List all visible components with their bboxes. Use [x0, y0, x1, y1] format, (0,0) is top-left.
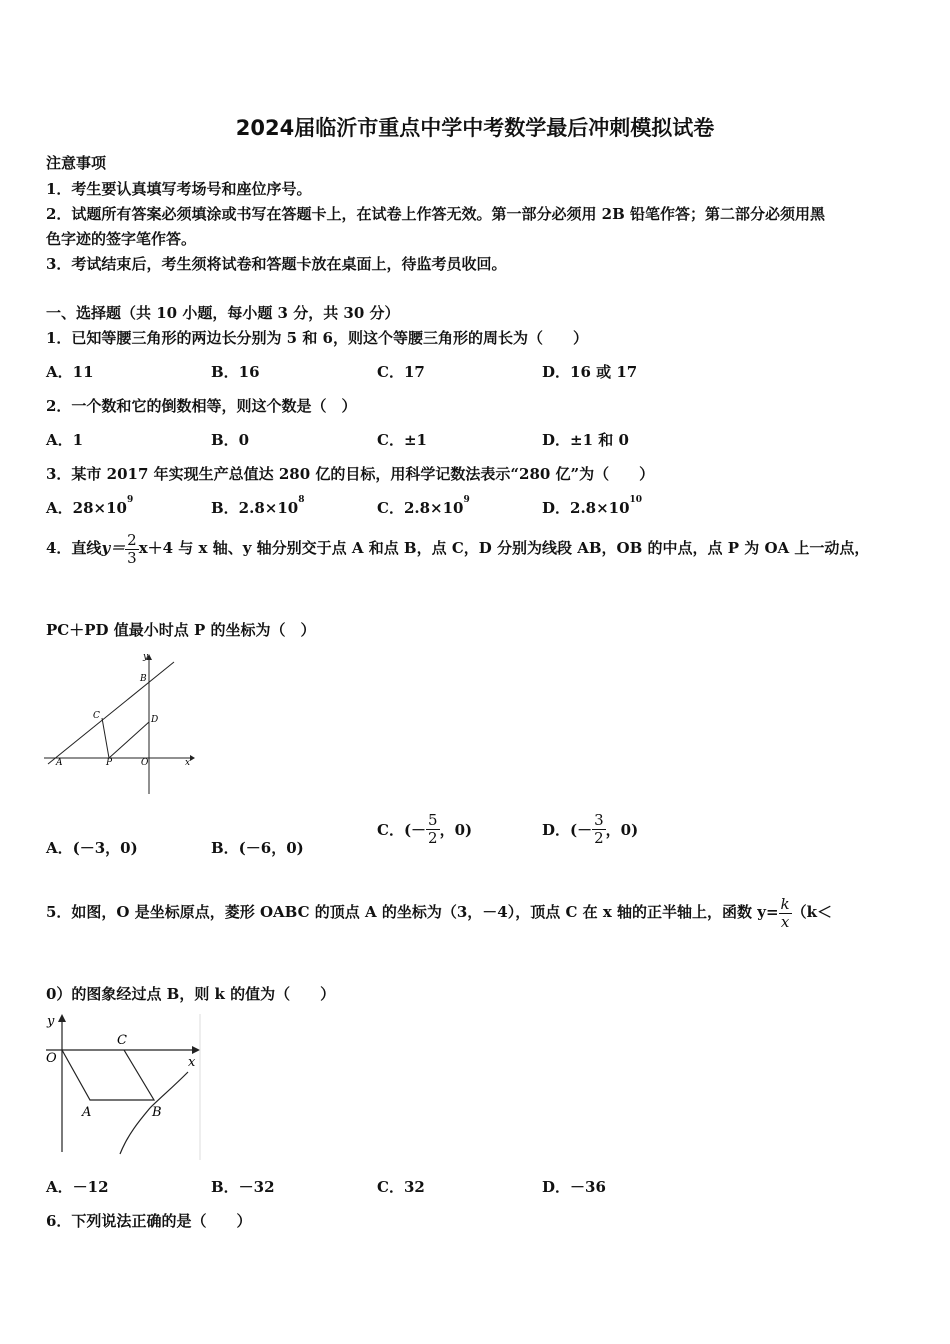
- question-4-stem: 4．直线y＝ $\frac{2}{3}$ x＋4 与 x 轴、y 轴分别交于点 A 和点 B，点 C，D 分别为线段 AB，OB 的中点，点 P 为 OA 上一动点，: [46, 531, 870, 567]
- q3-option-c[interactable]: C．$2.8\times 10^9$: [377, 495, 470, 517]
- section-heading: 一、选择题（共 10 小题，每小题 3 分，共 30 分）: [46, 304, 400, 322]
- q3-option-a[interactable]: A．$28\times 10^9$: [46, 495, 134, 517]
- y-axis-arrow-icon: [58, 1014, 66, 1022]
- label-y: y: [143, 652, 149, 662]
- q1-option-d[interactable]: D．16 或 17: [542, 363, 638, 381]
- label-c: C: [93, 711, 100, 721]
- question-6-stem: 6．下列说法正确的是（ ）: [46, 1212, 252, 1230]
- q1-option-b[interactable]: B．16: [211, 363, 260, 381]
- question-5-stem: 5．如图，O 是坐标原点，菱形 OABC 的顶点 A 的坐标为（3，－4），顶点 C 在 x 轴的正半轴上，函数 y= $\frac{k}{x}$ （k＜: [46, 895, 833, 931]
- label-a: A: [82, 1105, 92, 1120]
- q4-option-d[interactable]: D．(－ $\frac{3}{2}$ ，0): [542, 811, 639, 847]
- label-d: D: [151, 715, 159, 725]
- q5-option-b[interactable]: B．－32: [211, 1178, 275, 1196]
- notice-item: 1．考生要认真填写考场号和座位序号。: [46, 180, 312, 198]
- label-b: B: [152, 1105, 162, 1120]
- q4-option-a[interactable]: A．(－3，0): [46, 839, 138, 857]
- segment-pd: [109, 722, 149, 758]
- rhombus-oabc: [62, 1050, 154, 1100]
- page-title: 2024届临沂市重点中学中考数学最后冲刺模拟试卷: [235, 116, 715, 140]
- label-y: y: [47, 1014, 55, 1029]
- label-p: P: [106, 758, 113, 768]
- q4-option-c[interactable]: C．(－ $\frac{5}{2}$ ，0): [377, 811, 473, 847]
- q3-option-b[interactable]: B．$2.8\times 10^8$: [211, 495, 305, 517]
- x-axis-arrow-icon: [190, 755, 195, 761]
- q5-option-d[interactable]: D．－36: [542, 1178, 606, 1196]
- label-b: B: [140, 674, 147, 684]
- q2-option-d[interactable]: D．±1 和 0: [542, 431, 629, 449]
- label-o: O: [46, 1051, 57, 1066]
- label-o: O: [141, 758, 149, 768]
- segment-pc: [102, 718, 109, 758]
- q1-option-c[interactable]: C．17: [377, 363, 425, 381]
- q5-figure: [42, 1012, 204, 1162]
- question-2-stem: 2．一个数和它的倒数相等，则这个数是（ ）: [46, 397, 357, 415]
- label-x: x: [188, 1055, 196, 1070]
- q4-figure: [42, 650, 197, 798]
- label-c: C: [117, 1033, 127, 1048]
- notice-heading: 注意事项: [46, 154, 107, 172]
- question-4-line2: PC＋PD 值最小时点 P 的坐标为（ ）: [46, 621, 316, 639]
- line-ab: [48, 662, 174, 764]
- notice-item: 2．试题所有答案必须填涂或书写在答题卡上，在试卷上作答无效。第一部分必须用 2B 铅笔作答；第二部分必须用黑: [46, 205, 826, 223]
- q2-option-a[interactable]: A．1: [46, 431, 84, 449]
- q3-option-d[interactable]: D．$2.8\times 10^{10}$: [542, 495, 643, 517]
- notice-item: 3．考试结束后，考生须将试卷和答题卡放在桌面上，待监考员收回。: [46, 255, 507, 273]
- question-1-stem: 1．已知等腰三角形的两边长分别为 5 和 6，则这个等腰三角形的周长为（ ）: [46, 329, 588, 347]
- question-3-stem: 3．某市 2017 年实现生产总值达 280 亿的目标，用科学记数法表示“280 亿”为（ ）: [46, 465, 655, 483]
- q1-option-a[interactable]: A．11: [46, 363, 94, 381]
- question-5-line2: 0）的图象经过点 B，则 k 的值为（ ）: [46, 985, 336, 1003]
- q2-option-c[interactable]: C．±1: [377, 431, 427, 449]
- label-a: A: [56, 758, 63, 768]
- q2-option-b[interactable]: B．0: [211, 431, 250, 449]
- q5-option-c[interactable]: C．32: [377, 1178, 425, 1196]
- label-x: x: [185, 758, 191, 768]
- q5-option-a[interactable]: A．－12: [46, 1178, 109, 1196]
- q4-option-b[interactable]: B．(－6，0): [211, 839, 304, 857]
- x-axis-arrow-icon: [192, 1046, 200, 1054]
- notice-item: 色字迹的签字笔作答。: [46, 230, 197, 248]
